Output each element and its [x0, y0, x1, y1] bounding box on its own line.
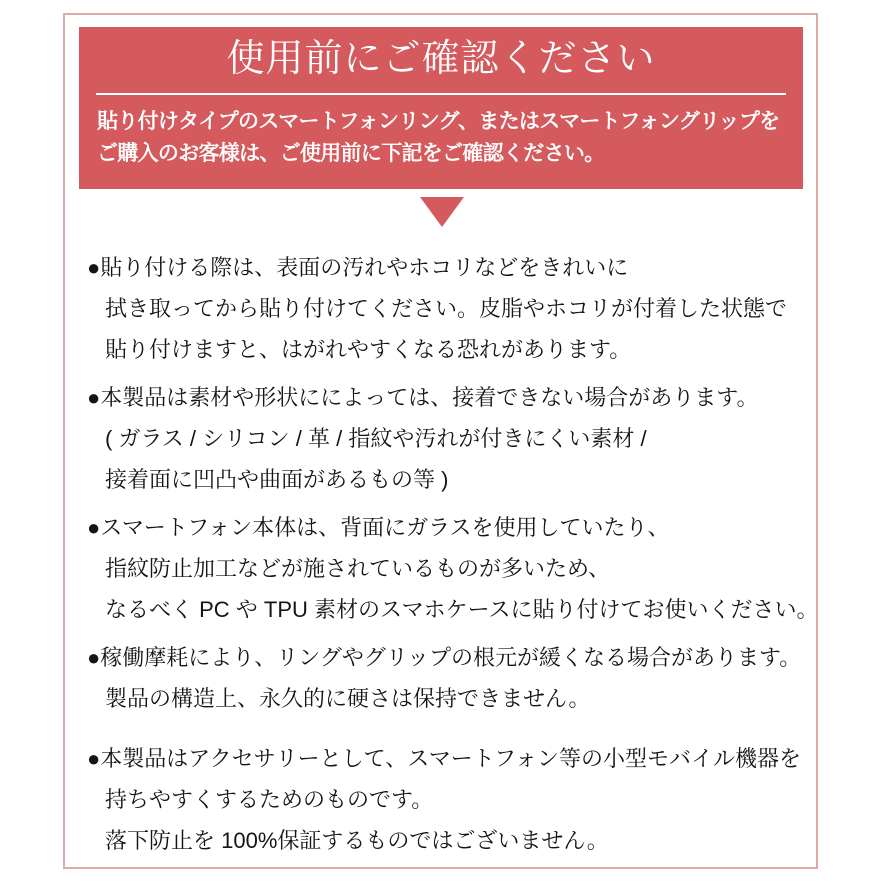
notice-line: 貼り付けますと、はがれやすくなる恐れがあります。 [105, 337, 632, 362]
banner-divider [96, 93, 786, 95]
banner-subtitle-line-2: ご購入のお客様は、ご使用前に下記をご確認ください。 [97, 142, 605, 165]
notice-item-accessory [87, 738, 803, 861]
banner-subtitle [79, 106, 803, 170]
down-arrow-icon [420, 197, 464, 227]
bullet-icon: ● [87, 746, 101, 771]
notice-list [87, 247, 819, 868]
notice-item-phone-back [87, 507, 819, 630]
notice-text: スマートフォン本体は、背面にガラスを使用していたり、 [100, 515, 670, 540]
notice-line [87, 738, 803, 779]
bullet-icon: ● [87, 255, 101, 280]
notice-line: 指紋防止加工などが施されているものが多いため、 [105, 556, 611, 581]
banner-subtitle-line-1: 貼り付けタイプのスマートフォンリング、またはスマートフォングリップを [97, 110, 780, 133]
bullet-icon: ● [87, 385, 101, 410]
notice-line: 落下防止を 100%保証するものではございません。 [105, 828, 609, 853]
bullet-icon: ● [87, 515, 101, 540]
notice-line [87, 247, 803, 288]
notice-text: 貼り付ける際は、表面の汚れやホコリなどをきれいに [100, 255, 629, 280]
notice-line: 接着面に凹凸や曲面があるもの等 ) [105, 467, 449, 492]
banner-title: 使用前にご確認ください [226, 38, 656, 80]
notice-item-adhesion [87, 247, 803, 370]
notice-line: 製品の構造上、永久的に硬さは保持できません。 [105, 686, 591, 711]
notice-line: 拭き取ってから貼り付けてください。皮脂やホコリが付着した状態で [105, 296, 788, 321]
notice-text: 本製品は素材や形状にによっては、接着できない場合があります。 [100, 385, 759, 410]
notice-line: 持ちやすくするためのものです。 [105, 787, 434, 812]
notice-item-materials [87, 377, 803, 500]
bullet-icon: ● [87, 645, 101, 670]
notice-line [87, 637, 803, 678]
notice-item-wear [87, 637, 803, 719]
notice-banner [79, 27, 803, 189]
notice-text: 稼働摩耗により、リングやグリップの根元が緩くなる場合があります。 [100, 645, 802, 670]
notice-line: なるべく PC や TPU 素材のスマホケースに貼り付けてお使いください。 [105, 597, 819, 622]
notice-text: 本製品はアクセサリーとして、スマートフォン等の小型モバイル機器を [100, 746, 801, 771]
notice-line: ( ガラス / シリコン / 革 / 指紋や汚れが付きにくい素材 / [105, 426, 647, 451]
notice-line [87, 507, 803, 548]
notice-line [87, 377, 803, 418]
